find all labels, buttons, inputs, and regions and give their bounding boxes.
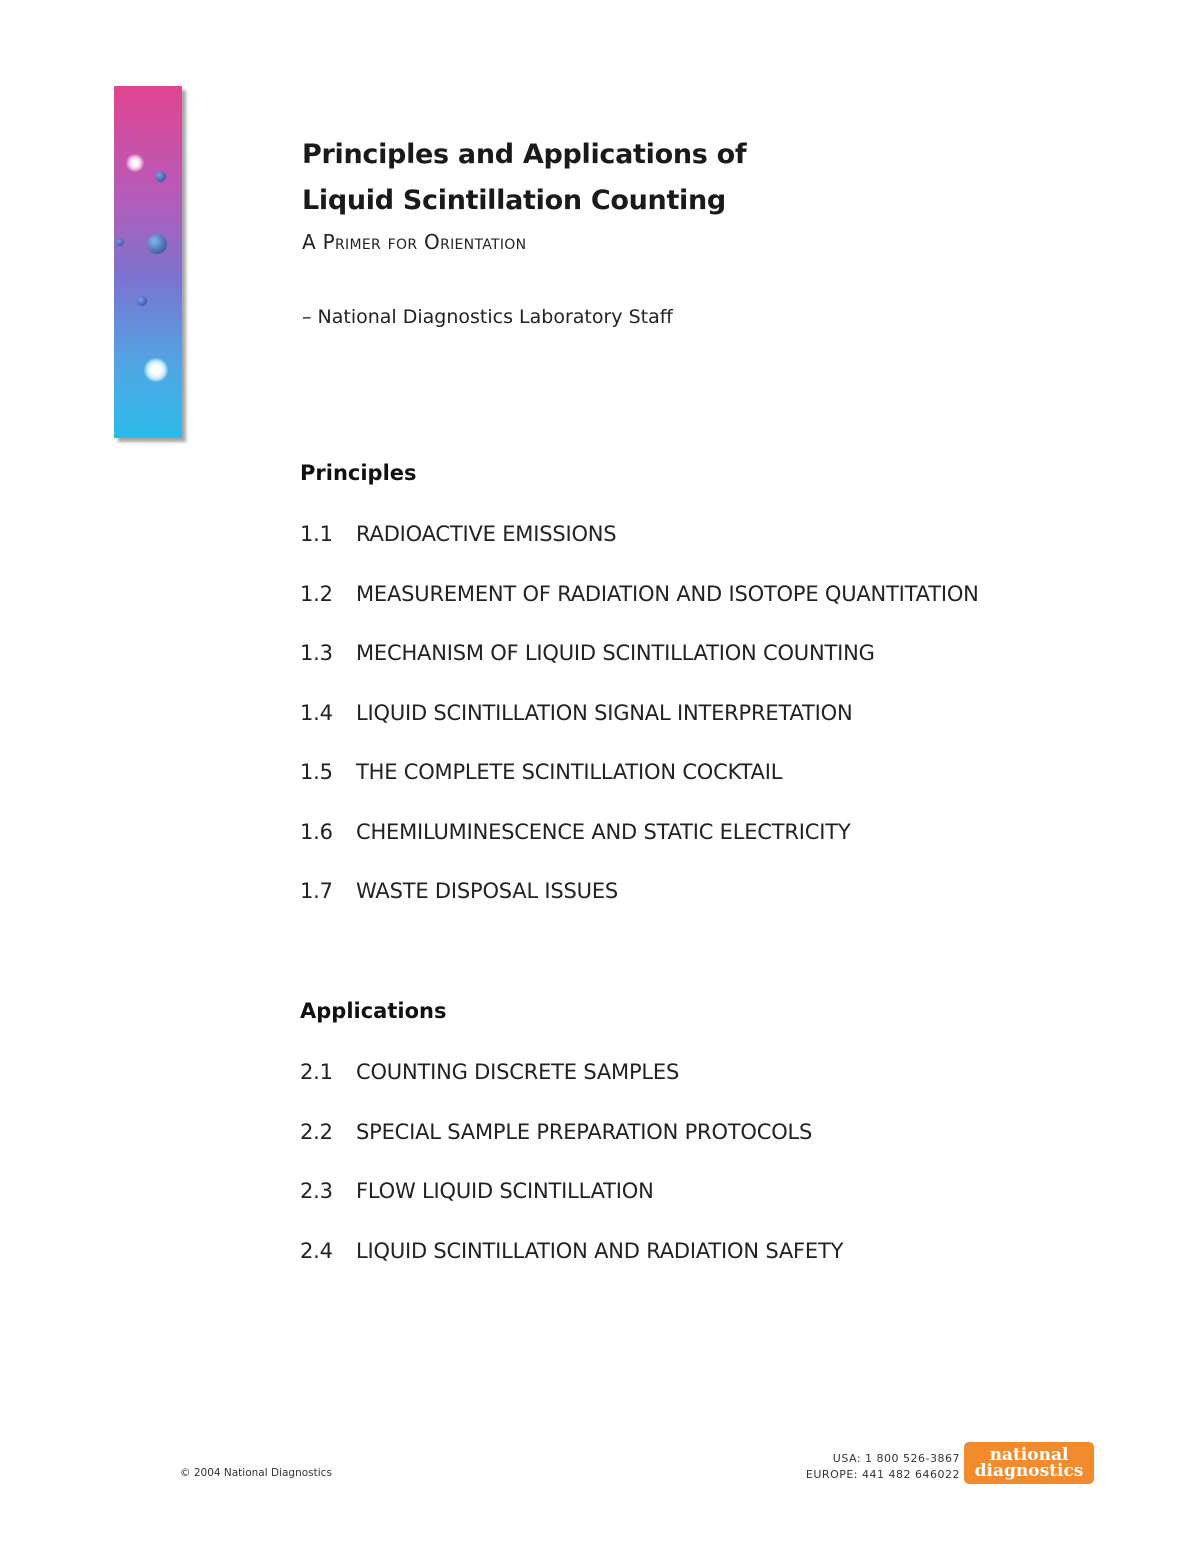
copyright-notice: © 2004 National Diagnostics — [180, 1467, 332, 1479]
toc-item-number: 2.1 — [300, 1060, 333, 1084]
toc-item-label: SPECIAL SAMPLE PREPARATION PROTOCOLS — [356, 1119, 813, 1144]
toc-item — [300, 1060, 843, 1120]
toc-item-label: LIQUID SCINTILLATION AND RADIATION SAFETY — [356, 1238, 844, 1263]
logo-line-2: diagnostics — [974, 1461, 1084, 1481]
document-title — [302, 132, 746, 224]
logo-line-1: national — [989, 1445, 1069, 1465]
toc-item-number: 1.3 — [300, 641, 333, 665]
toc-item-number: 1.5 — [300, 760, 333, 784]
toc-item — [300, 522, 979, 582]
toc-item-label: LIQUID SCINTILLATION SIGNAL INTERPRETATION — [356, 700, 853, 725]
toc-item — [300, 1179, 843, 1239]
title-line-2: Liquid Scintillation Counting — [302, 185, 726, 216]
contact-phones — [806, 1451, 960, 1483]
toc-item-number: 2.2 — [300, 1119, 333, 1144]
bubble-icon — [116, 238, 124, 246]
principles-toc — [300, 522, 979, 939]
principles-heading: Principles — [300, 461, 417, 485]
decorative-gradient-banner — [114, 86, 182, 438]
usa-phone: USA: 1 800 526-3867 — [832, 1452, 960, 1465]
toc-item-number: 2.4 — [300, 1238, 333, 1263]
toc-item — [300, 582, 979, 642]
applications-heading: Applications — [300, 999, 447, 1023]
bubble-glow-icon — [144, 358, 168, 382]
toc-item-number: 1.2 — [300, 581, 333, 606]
bubble-glow-icon — [126, 154, 144, 172]
toc-item — [300, 760, 979, 820]
document-subtitle: A Primer for Orientation — [302, 230, 527, 254]
bubble-icon — [155, 171, 166, 182]
toc-item-label: MECHANISM OF LIQUID SCINTILLATION COUNTING — [356, 641, 875, 665]
title-line-1: Principles and Applications of — [302, 139, 747, 170]
bubble-icon — [147, 234, 167, 254]
toc-item-label: FLOW LIQUID SCINTILLATION — [356, 1179, 654, 1203]
toc-item-number: 1.6 — [300, 819, 333, 844]
toc-item-label: COUNTING DISCRETE SAMPLES — [356, 1060, 680, 1084]
bubble-icon — [137, 296, 147, 306]
toc-item-number: 2.3 — [300, 1179, 333, 1203]
toc-item-label: THE COMPLETE SCINTILLATION COCKTAIL — [356, 760, 783, 784]
toc-item — [300, 701, 979, 761]
toc-item-label: MEASUREMENT OF RADIATION AND ISOTOPE QUANTITATION — [356, 581, 979, 606]
author-credit: – National Diagnostics Laboratory Staff — [302, 306, 673, 328]
toc-item — [300, 820, 979, 880]
europe-phone: EUROPE: 441 482 646022 — [805, 1468, 960, 1481]
national-diagnostics-logo — [964, 1442, 1094, 1484]
toc-item-number: 1.1 — [300, 522, 333, 546]
toc-item — [300, 641, 979, 701]
toc-item — [300, 1239, 843, 1299]
toc-item-label: WASTE DISPOSAL ISSUES — [356, 879, 619, 903]
toc-item — [300, 1120, 843, 1180]
toc-item — [300, 879, 979, 939]
toc-item-number: 1.7 — [300, 879, 333, 903]
toc-item-number: 1.4 — [300, 700, 333, 725]
toc-item-label: CHEMILUMINESCENCE AND STATIC ELECTRICITY — [356, 819, 851, 844]
toc-item-label: RADIOACTIVE EMISSIONS — [356, 522, 617, 546]
applications-toc — [300, 1060, 843, 1298]
